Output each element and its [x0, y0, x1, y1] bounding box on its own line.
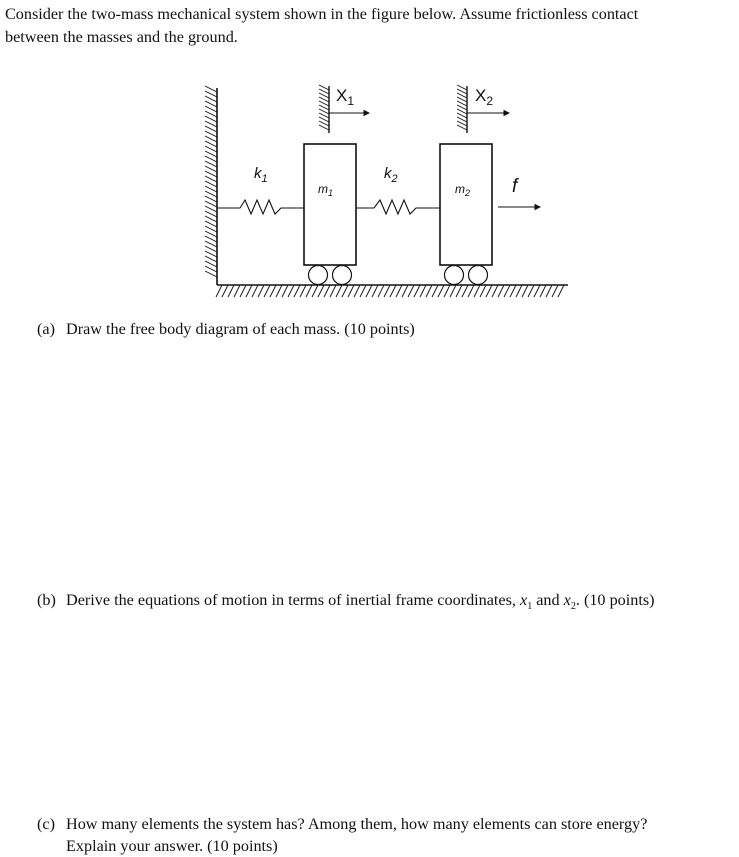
- question-a-label: (a): [37, 320, 55, 338]
- intro-line-2: between the masses and the ground.: [5, 28, 238, 46]
- question-c-line-1: How many elements the system has? Among them, how many elements can store energy?: [66, 815, 648, 833]
- spring-k1: [217, 200, 305, 214]
- question-b-var2-sub: 2: [570, 601, 576, 613]
- wheels-m2: [445, 266, 488, 285]
- question-c-label: (c): [37, 815, 55, 833]
- x1-label: $X_1$: [336, 86, 355, 108]
- ground: [216, 285, 568, 297]
- k2-label: $k_2$: [384, 165, 398, 185]
- mass-m1: [304, 144, 356, 265]
- question-b-and: and: [532, 591, 564, 609]
- mass-m2: [440, 144, 492, 265]
- question-b-var2: x: [563, 591, 571, 609]
- question-b-var1: x: [520, 591, 528, 609]
- question-b-points: . (10 points): [575, 591, 655, 609]
- question-c-line-2: Explain your answer. (10 points): [66, 837, 278, 855]
- k1-label: $k_1$: [254, 165, 268, 185]
- spring-k2: [356, 200, 440, 214]
- question-b-var1-sub: 1: [527, 601, 533, 613]
- intro-line-1: Consider the two-mass mechanical system shown in the figure below. Assume frictionless contact: [5, 5, 639, 23]
- question-a-text: Draw the free body diagram of each mass. (10 points): [66, 320, 415, 338]
- question-b-text: Derive the equations of motion in terms of inertial frame coordinates,: [66, 591, 521, 609]
- force-label: f: [512, 176, 518, 197]
- m1-label: $m_1$: [318, 182, 334, 198]
- m2-label: $m_2$: [455, 182, 471, 198]
- question-b-label: (b): [37, 591, 56, 609]
- left-wall: [205, 86, 217, 285]
- question-a: [37, 318, 415, 340]
- question-b: [37, 589, 655, 618]
- x2-label: $X_2$: [475, 86, 494, 108]
- question-c: [37, 813, 647, 857]
- wheels-m1: [309, 266, 352, 285]
